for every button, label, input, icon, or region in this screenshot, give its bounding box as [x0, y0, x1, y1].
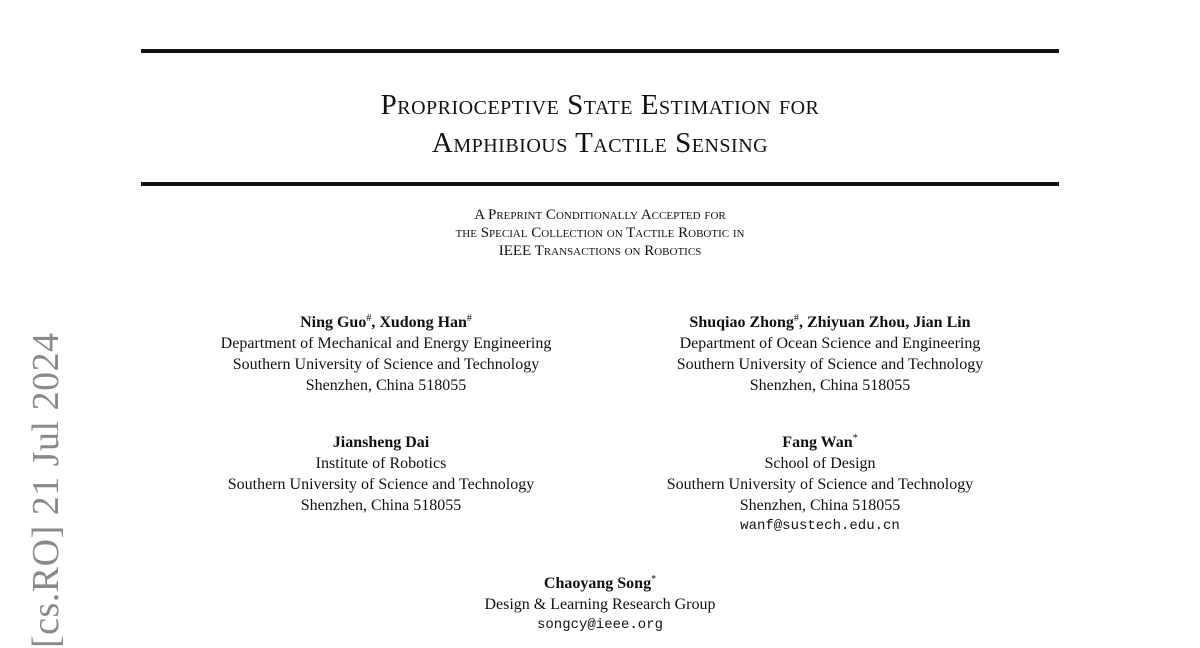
- author-names: [620, 432, 1020, 453]
- preprint-note-line-1: A Preprint Conditionally Accepted for: [474, 207, 726, 223]
- affiliation-address: Shenzhen, China 518055: [749, 377, 911, 394]
- bottom-rule: [141, 182, 1059, 186]
- author-name: Fang Wan: [782, 434, 853, 451]
- corresponding-author-mark: *: [852, 433, 858, 444]
- author-block-guo-han: [186, 312, 586, 396]
- preprint-note: [141, 206, 1059, 260]
- author-name: Chaoyang Song: [543, 575, 652, 592]
- author-block-dai: [186, 432, 576, 516]
- affiliation-university: Southern University of Science and Technology: [666, 476, 974, 493]
- title-line-1: Proprioceptive State Estimation for: [380, 89, 820, 121]
- author-name: Xudong Han: [379, 314, 467, 331]
- author-name: Shuqiao Zhong: [689, 314, 794, 331]
- author-block-song: [400, 573, 800, 636]
- equal-contribution-mark: #: [366, 313, 372, 324]
- affiliation-address: Shenzhen, China 518055: [300, 497, 462, 514]
- affiliation-address: Shenzhen, China 518055: [739, 497, 901, 514]
- affiliation-department: Department of Ocean Science and Engineering: [679, 335, 981, 352]
- equal-contribution-mark: #: [793, 313, 799, 324]
- author-name: Jiansheng Dai: [332, 434, 430, 451]
- affiliation-address: Shenzhen, China 518055: [305, 377, 467, 394]
- affiliation-group: Design & Learning Research Group: [484, 596, 716, 613]
- author-names: [630, 312, 1030, 333]
- author-names: [400, 573, 800, 594]
- top-rule: [141, 49, 1059, 53]
- author-email[interactable]: wanf@sustech.edu.cn: [740, 518, 900, 534]
- affiliation-university: Southern University of Science and Technology: [227, 476, 535, 493]
- paper-title: [141, 86, 1059, 162]
- equal-contribution-mark: #: [466, 313, 472, 324]
- corresponding-author-mark: *: [651, 574, 657, 585]
- affiliation-university: Southern University of Science and Technology: [676, 356, 984, 373]
- author-email[interactable]: songcy@ieee.org: [536, 617, 664, 633]
- author-names: [186, 312, 586, 333]
- preprint-note-line-2: the Special Collection on Tactile Robotic in: [455, 225, 745, 241]
- affiliation-institute: Institute of Robotics: [315, 455, 447, 472]
- preprint-note-line-3: IEEE Transactions on Robotics: [498, 243, 702, 259]
- affiliation-department: Department of Mechanical and Energy Engineering: [220, 335, 552, 352]
- arxiv-side-stamp: [cs.RO] 21 Jul 2024: [25, 332, 67, 648]
- title-line-2: Amphibious Tactile Sensing: [431, 127, 769, 159]
- name-separator: ,: [371, 314, 380, 331]
- affiliation-university: Southern University of Science and Technology: [232, 356, 540, 373]
- author-block-zhong-zhou-lin: [630, 312, 1030, 396]
- author-name: Ning Guo: [300, 314, 367, 331]
- affiliation-school: School of Design: [764, 455, 876, 472]
- author-names-rest: , Zhiyuan Zhou, Jian Lin: [798, 314, 971, 331]
- author-block-wan: [620, 432, 1020, 537]
